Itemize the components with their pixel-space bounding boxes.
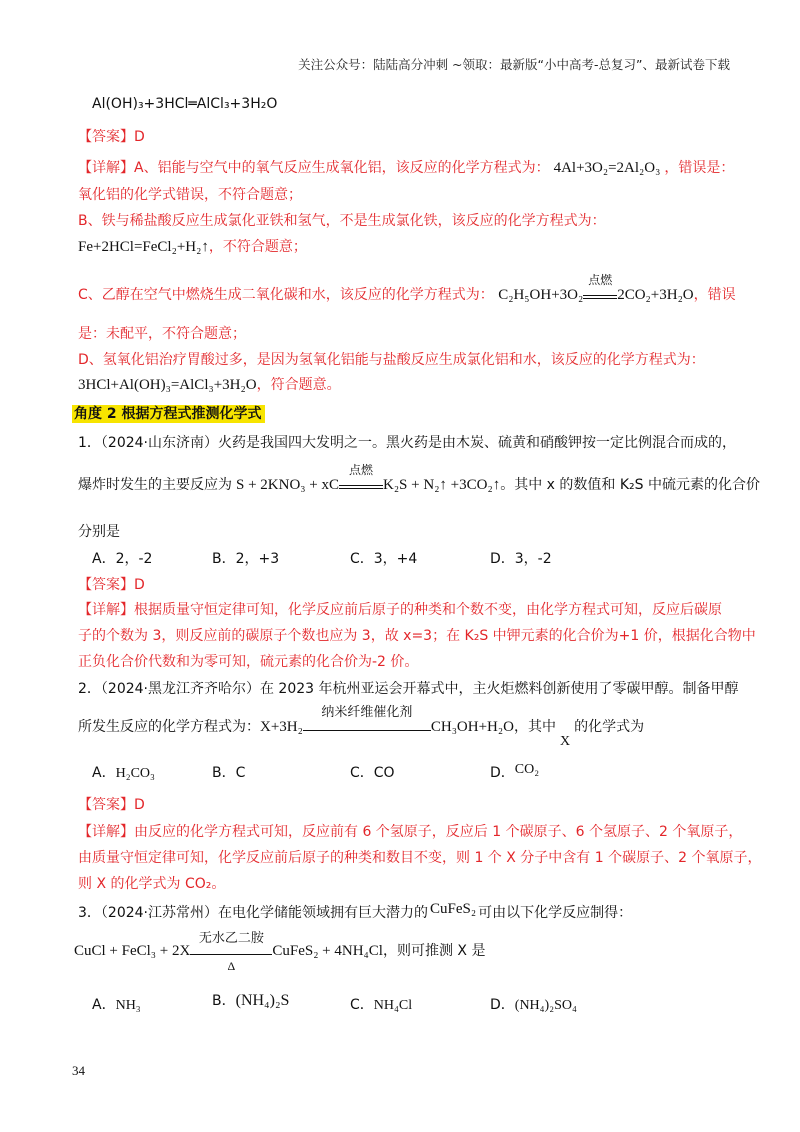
option-a[interactable]: A．2，-2 <box>92 551 153 567</box>
question-stem <box>78 463 760 494</box>
stem-text: 可由以下化学反应制得： <box>478 905 633 921</box>
equation-left: X+3H₂ <box>260 719 303 735</box>
option-d[interactable]: D．(NH₄)₂SO₄ <box>490 997 577 1013</box>
equation-left: C₂H₅OH+3O₂ <box>498 287 584 303</box>
equation-line: Al(OH)₃+3HCl═AlCl₃+3H₂O <box>92 96 278 112</box>
detail-line <box>78 236 307 256</box>
equation: Fe+2HCl=FeCl₂+H₂↑ <box>78 239 209 255</box>
stem-text: ，则可推测 X 是 <box>382 943 486 959</box>
option-c[interactable]: C．NH₄Cl <box>350 997 413 1013</box>
answer-label: 【答案】D <box>78 577 145 593</box>
section-title: 角度 2 根据方程式推测化学式 <box>72 403 265 423</box>
detail-text: C、乙醇在空气中燃烧生成二氧化碳和水，该反应的化学方程式为： <box>78 287 494 303</box>
reaction-condition: 点燃 <box>348 463 373 477</box>
question-stem <box>74 930 486 973</box>
formula: (NH₄)₂S <box>235 992 290 1009</box>
formula: H₂CO₃ <box>115 766 155 781</box>
option-d[interactable]: D．CO₂ <box>490 762 540 781</box>
stem-text: 所发生反应的化学方程式为： <box>78 719 260 735</box>
detail-line <box>78 157 734 177</box>
reaction-condition: 无水乙二胺 <box>198 930 264 945</box>
detail-line: 则 X 的化学式为 CO₂。 <box>78 876 226 892</box>
equation-right: 2CO₂+3H₂O <box>617 287 694 303</box>
detail-line: 氧化铝的化学式错误，不符合题意； <box>78 187 302 203</box>
equation-left: S + 2KNO₃ + xC <box>236 477 339 493</box>
reaction-condition-heat: Δ <box>227 959 236 973</box>
equation <box>74 930 383 973</box>
detail-line: 是：未配平，不符合题意； <box>78 326 246 342</box>
answer-label: 【答案】D <box>78 797 145 813</box>
detail-line: B、铁与稀盐酸反应生成氯化亚铁和氢气，不是生成氯化铁，该反应的化学方程式为： <box>78 213 606 229</box>
detail-line: D、氢氧化铝治疗胃酸过多，是因为氢氧化铝能与盐酸反应生成氯化铝和水，该反应的化学方程式为： <box>78 352 705 368</box>
equation: 4Al+3O₂=2Al₂O₃ <box>553 160 661 176</box>
option-b[interactable]: B．(NH₄)₂S <box>212 992 290 1009</box>
option-c[interactable]: C．3，+4 <box>350 551 418 567</box>
detail-text: ，不符合题意； <box>208 239 307 255</box>
equation: 3HCl+Al(OH)₃=AlCl₃+3H₂O <box>78 377 257 393</box>
equation-right: CuFeS₂ + 4NH₄Cl <box>272 943 383 959</box>
detail-line <box>78 273 736 304</box>
detail-line <box>78 374 341 394</box>
stem-text: 3．（2024·江苏常州）在电化学储能领域拥有巨大潜力的 <box>78 905 428 921</box>
equation <box>498 273 694 303</box>
question-stem: 分别是 <box>78 524 120 540</box>
answer-label: 【答案】D <box>78 129 145 145</box>
option-b[interactable]: B．2，+3 <box>212 551 280 567</box>
page-header: 关注公众号：陆陆高分冲刺 ~领取：最新版“小中高考-总复习”、最新试卷下载 <box>298 57 730 72</box>
question-stem <box>78 902 632 922</box>
stem-text: 。其中 x 的数值和 K₂S 中硫元素的化合价 <box>500 477 760 493</box>
equation-left: CuCl + FeCl₃ + 2X <box>74 943 191 959</box>
detail-text: ，错误是： <box>664 160 735 176</box>
formula: NH₄Cl <box>373 998 413 1013</box>
stem-text: 爆炸时发生的主要反应为 <box>78 477 232 493</box>
question-stem <box>78 704 645 749</box>
formula: CO₂ <box>514 762 540 777</box>
detail-line: 由质量守恒定律可知，化学反应前后原子的种类和数目不变，则 1 个 X 分子中含有 1 个碳原子、2 个氧原子， <box>78 850 762 866</box>
condition-arrow <box>583 273 617 299</box>
condition-arrow <box>303 704 431 731</box>
detail-text: ，错误 <box>693 287 736 303</box>
option-c[interactable]: C．CO <box>350 765 395 781</box>
equation-right: K₂S + N₂↑ +3CO₂↑ <box>383 477 501 493</box>
detail-text: ，符合题意。 <box>256 377 341 393</box>
question-stem: 2．（2024·黑龙江齐齐哈尔）在 2023 年杭州亚运会开幕式中，主火炬燃料创新使用了零碳甲醇。制备甲醇 <box>78 681 739 697</box>
option-a[interactable]: A．H₂CO₃ <box>92 765 155 781</box>
option-d[interactable]: D．3，-2 <box>490 551 552 567</box>
detail-text: 【详解】A、铝能与空气中的氧气反应生成氧化铝，该反应的化学方程式为： <box>78 160 550 176</box>
variable-x: X <box>559 734 571 749</box>
detail-line: 正负化合价代数和为零可知，硫元素的化合价为-2 价。 <box>78 654 419 670</box>
option-b[interactable]: B．C <box>212 765 246 781</box>
stem-text: ，其中 <box>513 719 556 735</box>
reaction-condition: 点燃 <box>588 273 613 287</box>
page-number: 34 <box>72 1063 85 1078</box>
condition-arrow <box>190 930 272 973</box>
option-a[interactable]: A．NH₃ <box>92 997 141 1013</box>
detail-line: 【详解】由反应的化学方程式可知，反应前有 6 个氢原子，反应后 1 个碳原子、6 个氢原子、2 个氧原子， <box>78 824 743 840</box>
formula: CuFeS₂ <box>430 901 477 917</box>
reaction-condition: 纳米纤维催化剂 <box>321 704 413 719</box>
condition-arrow <box>339 463 383 489</box>
question-stem: 1．（2024·山东济南）火药是我国四大发明之一。黑火药是由木炭、硫黄和硝酸钾按一定比例混合而成的， <box>78 435 736 451</box>
equation <box>236 463 501 493</box>
stem-text: 的化学式为 <box>574 719 645 735</box>
detail-line: 子的个数为 3，则反应前的碳原子个数也应为 3，故 x=3；在 K₂S 中钾元素的化合价为+1 价，根据化合物中 <box>78 628 756 644</box>
formula: (NH₄)₂SO₄ <box>514 998 577 1013</box>
detail-line: 【详解】根据质量守恒定律可知，化学反应前后原子的种类和个数不变，由化学方程式可知，反应后碳原 <box>78 602 722 618</box>
formula: NH₃ <box>115 998 141 1013</box>
equation <box>260 704 514 735</box>
equation-right: CH₃OH+H₂O <box>430 719 514 735</box>
